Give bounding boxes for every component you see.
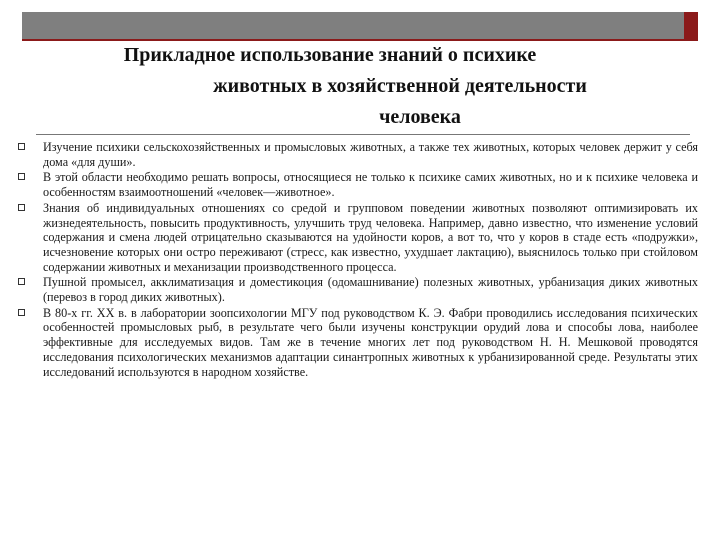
list-item bbox=[18, 201, 698, 275]
bullet-text: Изучение психики сельскохозяйственных и промысловых животных, а также тех животных, которых человек держит у себя дома «для души». bbox=[43, 140, 698, 169]
hollow-square-bullet-icon bbox=[18, 143, 25, 150]
bullet-text: Знания об индивидуальных отношениях со средой и групповом поведении животных позволяют оптимизировать их жизнедеятельность, повысить продуктивность, улучшить труд человека. Например, давно известно, что изменение условий содержания и смена людей отрицательно сказываются на удойности коров, а вот то, что у коров в стаде есть «подружки», исчезновение которых они остро переживают (стресс, как известно, ухудшает лактацию), выяснилось только при стойловом содержании животных и механизации производственного процесса. bbox=[43, 200, 698, 274]
list-item bbox=[18, 275, 698, 304]
hollow-square-bullet-icon bbox=[18, 173, 25, 180]
list-item bbox=[18, 306, 698, 380]
header-accent-block bbox=[684, 12, 698, 39]
hollow-square-bullet-icon bbox=[18, 204, 25, 211]
slide-title bbox=[40, 40, 690, 133]
hollow-square-bullet-icon bbox=[18, 278, 25, 285]
slide-title-line-1: Прикладное использование знаний о психике bbox=[123, 44, 537, 66]
header-bar bbox=[22, 12, 689, 39]
bullet-text: Пушной промысел, акклиматизация и доместикоция (одомашнивание) полезных животных, урбанизация диких животных (перевоз в город диких животных). bbox=[43, 275, 698, 305]
title-divider bbox=[36, 134, 690, 135]
hollow-square-bullet-icon bbox=[18, 309, 25, 316]
slide-title-line-2: животных в хозяйственной деятельности bbox=[213, 75, 587, 97]
bullet-list bbox=[18, 140, 698, 380]
bullet-text: В 80-х гг. XX в. в лаборатории зоопсихологии МГУ под руководством К. Э. Фабри проводились исследования психических особенностей промысловых рыб, в результате чего были изучены конструкции орудий лова и способы лова, наиболее эффективные для исследуемых видов. Там же в течение многих лет под руководством Н. Н. Мешковой проводятся исследования психологических механизмов адаптации синантропных животных к урбанизированной среде. Результаты этих исследований используются в народном хозяйстве. bbox=[43, 305, 698, 379]
bullet-text: В этой области необходимо решать вопросы, относящиеся не только к психике самих животных, но и к психике человека и особенностям взаимоотношений «человек—животное». bbox=[43, 170, 698, 200]
list-item bbox=[18, 170, 698, 199]
list-item bbox=[18, 140, 698, 169]
slide-title-line-3: человека bbox=[379, 106, 461, 128]
